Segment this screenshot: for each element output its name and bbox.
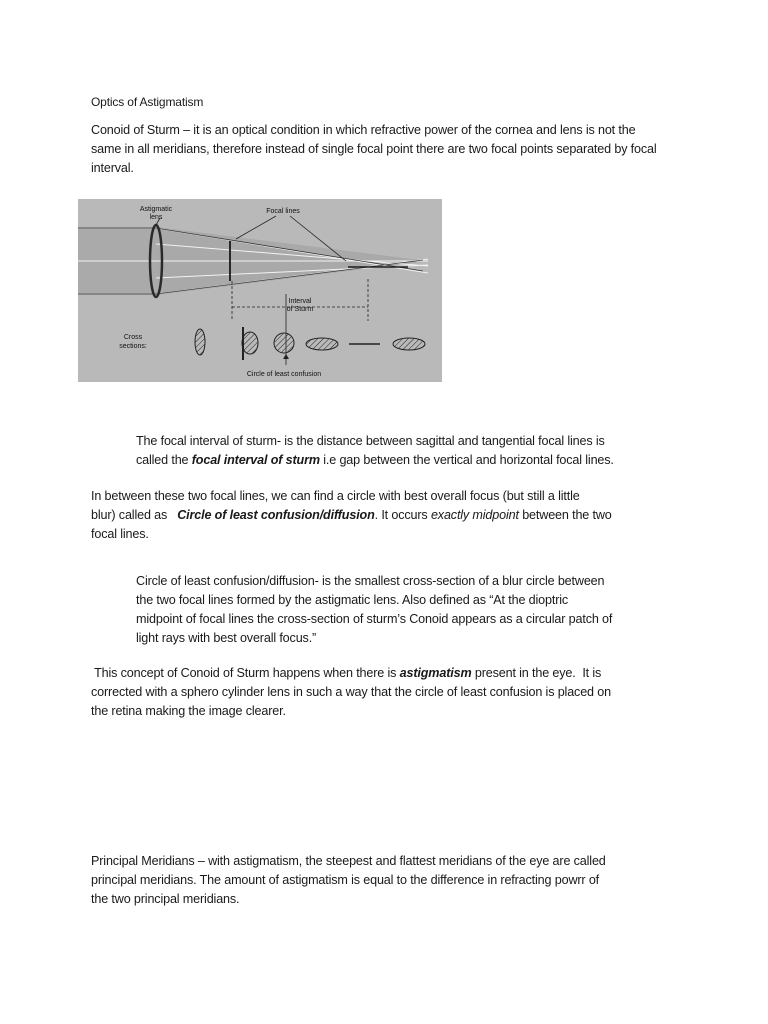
- label-interval: Interval: [288, 298, 312, 305]
- label-sections: sections:: [119, 343, 147, 350]
- concept-line-1: [91, 664, 701, 683]
- circle-definition-paragraph: [136, 572, 696, 648]
- between-line-2-text: blur) called as: [91, 508, 178, 522]
- concept-paragraph: [91, 664, 701, 721]
- concept-line-1-text: This concept of Conoid of Sturm happens when there is: [91, 666, 400, 680]
- circle-line-3: midpoint of focal lines the cross-section of sturm’s Conoid appears as a circular patch of: [136, 612, 613, 626]
- exactly-midpoint-emphasis: exactly midpoint: [430, 508, 519, 522]
- arrow-head: [283, 354, 289, 359]
- concept-line-2: corrected with a sphero cylinder lens in such a way that the circle of least confusion is placed on: [91, 685, 611, 699]
- conoid-of-sturm-diagram: [78, 199, 442, 382]
- circle-line-1: Circle of least confusion/diffusion- is the smallest cross-section of a blur circle between: [136, 574, 605, 588]
- interval-line-1: The focal interval of sturm- is the distance between sagittal and tangential focal lines is: [136, 434, 605, 448]
- conoid-line-1: Conoid of Sturm – it is an optical condition in which refractive power of the cornea and lens is not the: [91, 123, 636, 137]
- least-confusion-paragraph: [91, 487, 691, 544]
- cross-section-wide: [306, 338, 338, 350]
- cross-section-oval: [242, 332, 258, 354]
- document-title: Optics of Astigmatism: [91, 95, 204, 109]
- label-lens: lens: [149, 214, 163, 221]
- cross-sections: [195, 327, 425, 360]
- label-focal-lines: Focal lines: [266, 208, 300, 215]
- label-circle-least-confusion: Circle of least confusion: [246, 371, 322, 378]
- diagram-svg: [78, 199, 442, 382]
- focal-interval-paragraph: [136, 432, 696, 470]
- between-line-2-rest: between the two: [518, 508, 612, 522]
- between-line-3: focal lines.: [91, 527, 149, 541]
- conoid-line-2: same in all meridians, therefore instead of single focal point there are two focal points separated by focal: [91, 142, 657, 156]
- interval-line-2: [136, 451, 696, 470]
- between-line-2: [91, 506, 691, 525]
- principal-line-1: Principal Meridians – with astigmatism, the steepest and flattest meridians of the eye are called: [91, 854, 606, 868]
- interval-line-2-text: called the: [136, 453, 192, 467]
- circle-line-4: light rays with best overall focus.”: [136, 631, 317, 645]
- between-line-1: In between these two focal lines, we can find a circle with best overall focus (but still a little: [91, 489, 580, 503]
- cross-section-tall: [195, 329, 205, 355]
- label-cross: Cross: [123, 334, 143, 341]
- conoid-paragraph: [91, 121, 691, 178]
- circle-line-2: the two focal lines formed by the astigmatic lens. Also defined as “At the dioptric: [136, 593, 569, 607]
- interval-emphasis: focal interval of sturm: [191, 453, 320, 467]
- cross-section-wide-2: [393, 338, 425, 350]
- concept-line-3: the retina making the image clearer.: [91, 704, 286, 718]
- label-of-sturm: of Sturm: [286, 306, 314, 313]
- between-line-2-mid: . It occurs: [374, 508, 431, 522]
- circle-least-confusion-emphasis: Circle of least confusion/diffusion: [177, 508, 375, 522]
- principal-meridians-paragraph: [91, 852, 701, 909]
- principal-line-2: principal meridians. The amount of astigmatism is equal to the difference in refracting powrr of: [91, 873, 600, 887]
- label-astigmatic: Astigmatic: [139, 206, 173, 213]
- cross-section-circle: [274, 333, 294, 353]
- concept-line-1-rest: present in the eye. It is: [471, 666, 602, 680]
- astigmatism-emphasis: astigmatism: [399, 666, 472, 680]
- conoid-line-3: interval.: [91, 161, 134, 175]
- interval-line-2-rest: i.e gap between the vertical and horizontal focal lines.: [319, 453, 614, 467]
- principal-line-3: the two principal meridians.: [91, 892, 240, 906]
